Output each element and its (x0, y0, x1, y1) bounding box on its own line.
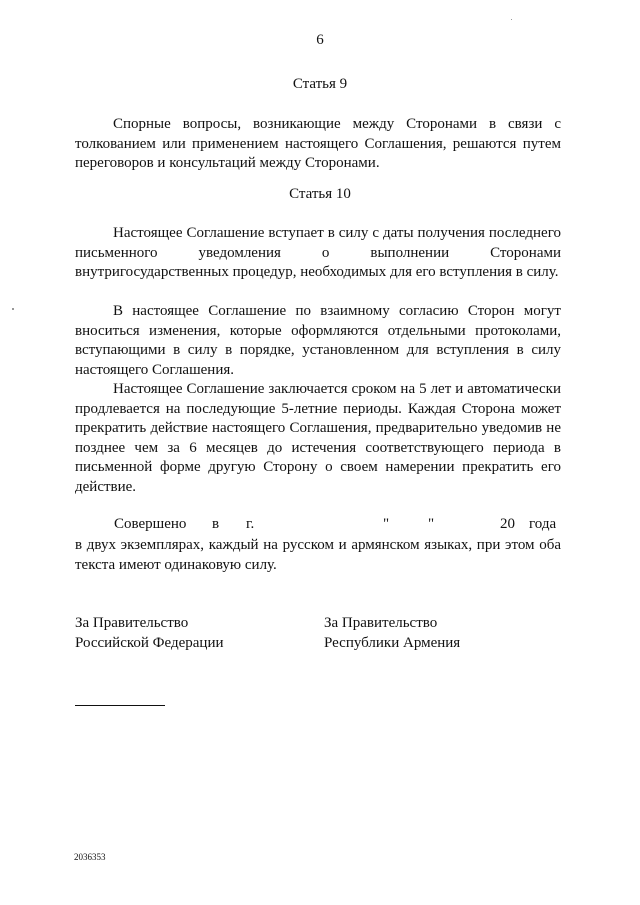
article-10-paragraph-3: Настоящее Соглашение заключается сроком на 5 лет и автоматически продлевается на последующие 5-летние периоды. Каждая Сторона может прекратить действие настоящего Соглашения, предварительно уведомив не позднее чем за 6 месяцев до истечения соответствующего периода в письменной форме другую Сторону о своем намерении прекратить его действие. (75, 381, 561, 495)
article-9-paragraph: Спорные вопросы, возникающие между Сторонами в связи с толкованием или применением настоящего Соглашения, решаются путем переговоров и консультаций между Сторонами. (75, 116, 561, 171)
article-10-heading: Статья 10 (289, 186, 351, 202)
signature-block-russia (75, 613, 224, 653)
done-at-line (0, 516, 640, 536)
signature-block-armenia (324, 613, 460, 653)
done-in-word: в (212, 516, 220, 532)
done-word: Совершено (114, 516, 187, 532)
done-century: 20 (500, 516, 515, 532)
done-at-continuation: в двух экземплярах, каждый на русском и армянском языках, при этом оба текста имеют одинаковую силу. (75, 537, 561, 573)
scan-speck (12, 308, 14, 310)
document-code: 2036353 (74, 852, 106, 862)
article-10-paragraph-1: Настоящее Соглашение вступает в силу с даты получения последнего письменного уведомления о выполнении Сторонами внутригосударственных процедур, необходимых для его вступления в силу. (75, 225, 561, 280)
page-number: 6 (316, 32, 324, 48)
signature-armenia-line-1: За Правительство (324, 615, 438, 631)
signature-armenia-line-2: Республики Армения (324, 635, 461, 651)
done-year-word: года (529, 516, 557, 532)
footnote-divider (75, 705, 165, 706)
signature-russia-line-2: Российской Федерации (75, 635, 224, 651)
done-city-abbr: г. (246, 516, 255, 532)
scan-speck (511, 19, 512, 20)
done-open-quote: " (383, 516, 390, 532)
done-close-quote: " (428, 516, 435, 532)
signature-russia-line-1: За Правительство (75, 615, 189, 631)
article-10-paragraph-2: В настоящее Соглашение по взаимному согласию Сторон могут вноситься изменения, которые оформляются отдельными протоколами, вступающими в силу в порядке, установленном для вступления в силу настоящего Соглашения. (75, 303, 561, 378)
article-9-heading: Статья 9 (292, 76, 348, 92)
